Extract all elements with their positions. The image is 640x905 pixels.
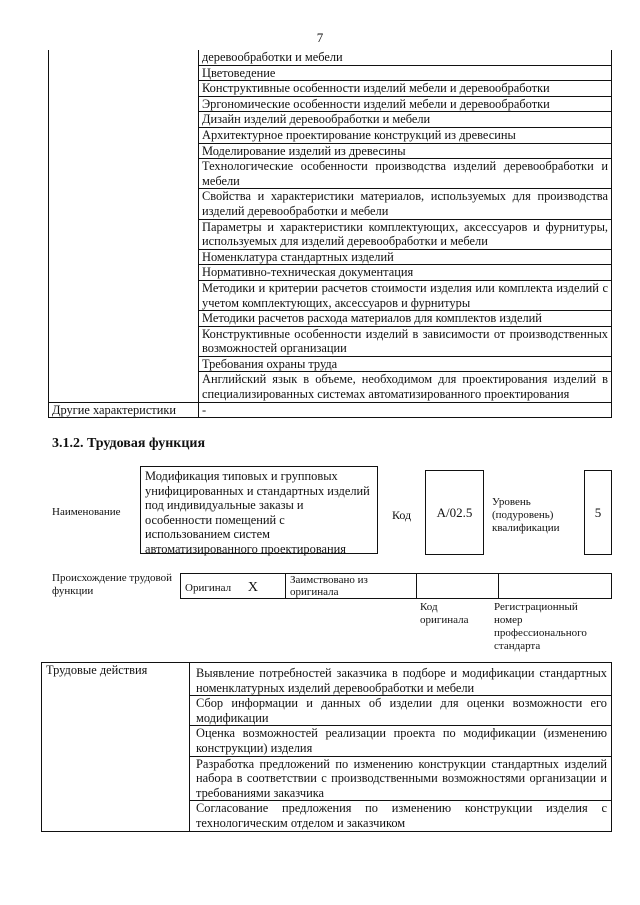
- code-value: A/02.5: [436, 504, 473, 520]
- table-row: [42, 663, 612, 696]
- labor-action-item: Согласование предложения по изменению конструкции изделия с технологическим отделом и заказчиком: [190, 801, 612, 831]
- knowledge-item: деревообработки и мебели: [199, 50, 612, 65]
- knowledge-item: Дизайн изделий деревообработки и мебели: [199, 112, 612, 128]
- code-original-label: Код оригинала: [420, 601, 469, 626]
- original-mark: X: [247, 580, 258, 595]
- knowledge-item: Свойства и характеристики материалов, используемых для производства изделий деревообработки и мебели: [199, 189, 612, 219]
- original-cell: [181, 574, 286, 599]
- knowledge-item: Эргономические особенности изделий мебели и деревообработки: [199, 96, 612, 112]
- knowledge-item: Методики расчетов расхода материалов для комплектов изделий: [199, 311, 612, 327]
- name-label: Наименование: [52, 506, 121, 518]
- knowledge-item: Моделирование изделий из древесины: [199, 143, 612, 159]
- level-label: Уровень (подуровень) квалификации: [492, 496, 560, 534]
- knowledge-item: Архитектурное проектирование конструкций из древесины: [199, 127, 612, 143]
- reg-number-label: Регистрационный номер профессионального стандарта: [494, 601, 587, 652]
- origin-label: Происхождение трудовой функции: [52, 572, 173, 597]
- section-title: 3.1.2. Трудовая функция: [52, 436, 206, 451]
- reg-number-cell: [499, 574, 612, 599]
- function-name-box: Модификация типовых и групповых унифицированных и стандартных изделий под индивидуальные заказы и особенности помещений с использованием систем автоматизированного проектирования: [140, 466, 378, 554]
- labor-actions-table: [41, 662, 612, 832]
- other-characteristics-label: Другие характеристики: [49, 402, 199, 418]
- knowledge-item: Номенклатура стандартных изделий: [199, 249, 612, 265]
- table-row: [181, 574, 612, 599]
- other-characteristics-value: -: [199, 402, 612, 418]
- knowledge-item: Требования охраны труда: [199, 356, 612, 372]
- code-original-cell: [417, 574, 499, 599]
- borrowed-label: Заимствовано из оригинала: [290, 574, 368, 598]
- labor-action-item: Выявление потребностей заказчика в подборе и модификации стандартных номенклатурных изделий деревообработки и мебели: [190, 663, 612, 696]
- table-row: [49, 402, 612, 418]
- labor-action-item: Разработка предложений по изменению конструкции стандартных изделий набора в соответствии с производственными возможностями организации и требованиями заказчика: [190, 756, 612, 801]
- knowledge-item: Цветоведение: [199, 65, 612, 81]
- table-row: [49, 50, 612, 65]
- original-label: Оригинал: [185, 582, 232, 594]
- knowledge-label-cell: [49, 50, 199, 402]
- knowledge-item: Нормативно-техническая документация: [199, 265, 612, 281]
- knowledge-item: Конструктивные особенности изделий в зависимости от производственных возможностей организации: [199, 326, 612, 356]
- knowledge-table: [48, 50, 612, 418]
- labor-action-item: Сбор информации и данных об изделии для оценки возможности его модификации: [190, 696, 612, 726]
- knowledge-item: Технологические особенности производства изделий деревообработки и мебели: [199, 159, 612, 189]
- labor-actions-label: Трудовые действия: [42, 663, 190, 832]
- level-box: [584, 470, 612, 555]
- origin-table: [180, 573, 612, 599]
- borrowed-cell: [286, 574, 417, 599]
- level-value: 5: [594, 504, 602, 520]
- page-number: 7: [316, 30, 324, 45]
- knowledge-item: Английский язык в объеме, необходимом для проектирования изделий в специализированных системах автоматизированного проектирования: [199, 372, 612, 402]
- labor-action-item: Оценка возможностей реализации проекта по модификации (изменению конструкции) изделия: [190, 726, 612, 756]
- code-label: Код: [392, 508, 412, 522]
- knowledge-item: Параметры и характеристики комплектующих, аксессуаров и фурнитуры, используемых для изделий деревообработки и мебели: [199, 219, 612, 249]
- knowledge-item: Конструктивные особенности изделий мебели и деревообработки: [199, 81, 612, 97]
- code-box: [425, 470, 484, 555]
- knowledge-item: Методики и критерии расчетов стоимости изделия или комплекта изделий с учетом комплектующих, аксессуаров и фурнитуры: [199, 280, 612, 310]
